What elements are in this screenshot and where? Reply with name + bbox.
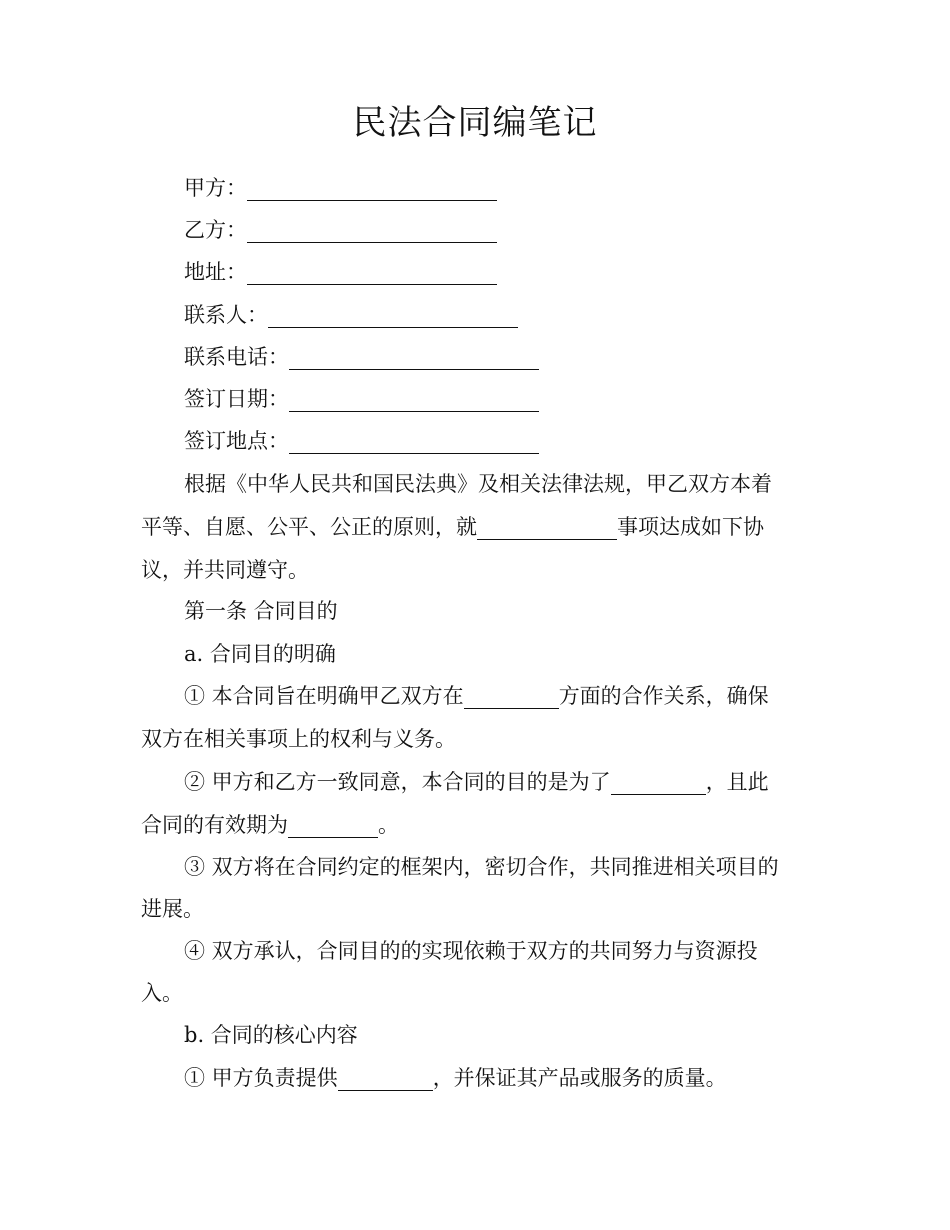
clause-b1-line-1 [141, 1057, 854, 1099]
article-heading: 第一条 合同目的 [184, 599, 338, 623]
clause-text: ① 本合同旨在明确甲乙双方在 [184, 684, 464, 708]
field-label: 地址： [184, 260, 247, 284]
field-party-a [141, 167, 854, 209]
blank-line [289, 389, 539, 412]
clause-a3-line-2: 进展。 [141, 897, 204, 921]
field-contact-phone [141, 336, 854, 378]
blank-line [247, 262, 497, 285]
clause-a1-line-2: 双方在相关事项上的权利与义务。 [141, 727, 456, 751]
clause-text: 方面的合作关系，确保 [558, 684, 769, 708]
clause-a4-line-2: 入。 [141, 981, 183, 1005]
blank-line [611, 772, 706, 795]
clause-text: ，并保证其产品或服务的质量。 [432, 1066, 727, 1090]
blank-line [289, 431, 539, 454]
clause-a1-line-1 [141, 675, 854, 717]
blank-line [464, 686, 559, 709]
field-label: 签订日期： [184, 387, 289, 411]
field-sign-place [141, 420, 854, 462]
field-contact-person [141, 294, 854, 336]
blank-line [289, 347, 539, 370]
field-address [141, 251, 854, 293]
blank-line [338, 1068, 433, 1091]
clause-a2-line-1 [141, 761, 854, 803]
field-sign-date [141, 378, 854, 420]
intro-line-1: 根据《中华人民共和国民法典》及相关法律法规，甲乙双方本着 [184, 472, 772, 496]
clause-a3-line-1: ③ 双方将在合同约定的框架内，密切合作，共同推进相关项目的 [184, 855, 779, 879]
field-label: 乙方： [184, 218, 247, 242]
clause-text: 合同的有效期为 [141, 813, 288, 837]
intro-line-3: 议，并共同遵守。 [141, 558, 309, 582]
intro-text: 平等、自愿、公平、公正的原则，就 [141, 515, 477, 539]
blank-line [288, 815, 378, 838]
blank-line [247, 178, 497, 201]
intro-line-2 [141, 506, 811, 548]
clause-text: 。 [378, 813, 399, 837]
field-party-b [141, 209, 854, 251]
field-label: 签订地点： [184, 429, 289, 453]
clause-a4-line-1: ④ 双方承认，合同目的的实现依赖于双方的共同努力与资源投 [184, 939, 758, 963]
blank-line [268, 305, 518, 328]
clause-text: ，且此 [705, 770, 769, 794]
clause-a2-line-2 [141, 804, 811, 846]
blank-line [477, 517, 617, 540]
intro-text: 事项达成如下协 [617, 515, 764, 539]
field-label: 甲方： [184, 176, 247, 200]
field-label: 联系人： [184, 303, 268, 327]
document-title: 民法合同编笔记 [352, 103, 598, 143]
blank-line [247, 220, 497, 243]
clause-text: ① 甲方负责提供 [184, 1066, 338, 1090]
field-label: 联系电话： [184, 345, 289, 369]
clause-text: ② 甲方和乙方一致同意，本合同的目的是为了 [184, 770, 611, 794]
section-b-heading: b. 合同的核心内容 [184, 1023, 358, 1047]
section-a-heading: a. 合同目的明确 [184, 642, 336, 666]
